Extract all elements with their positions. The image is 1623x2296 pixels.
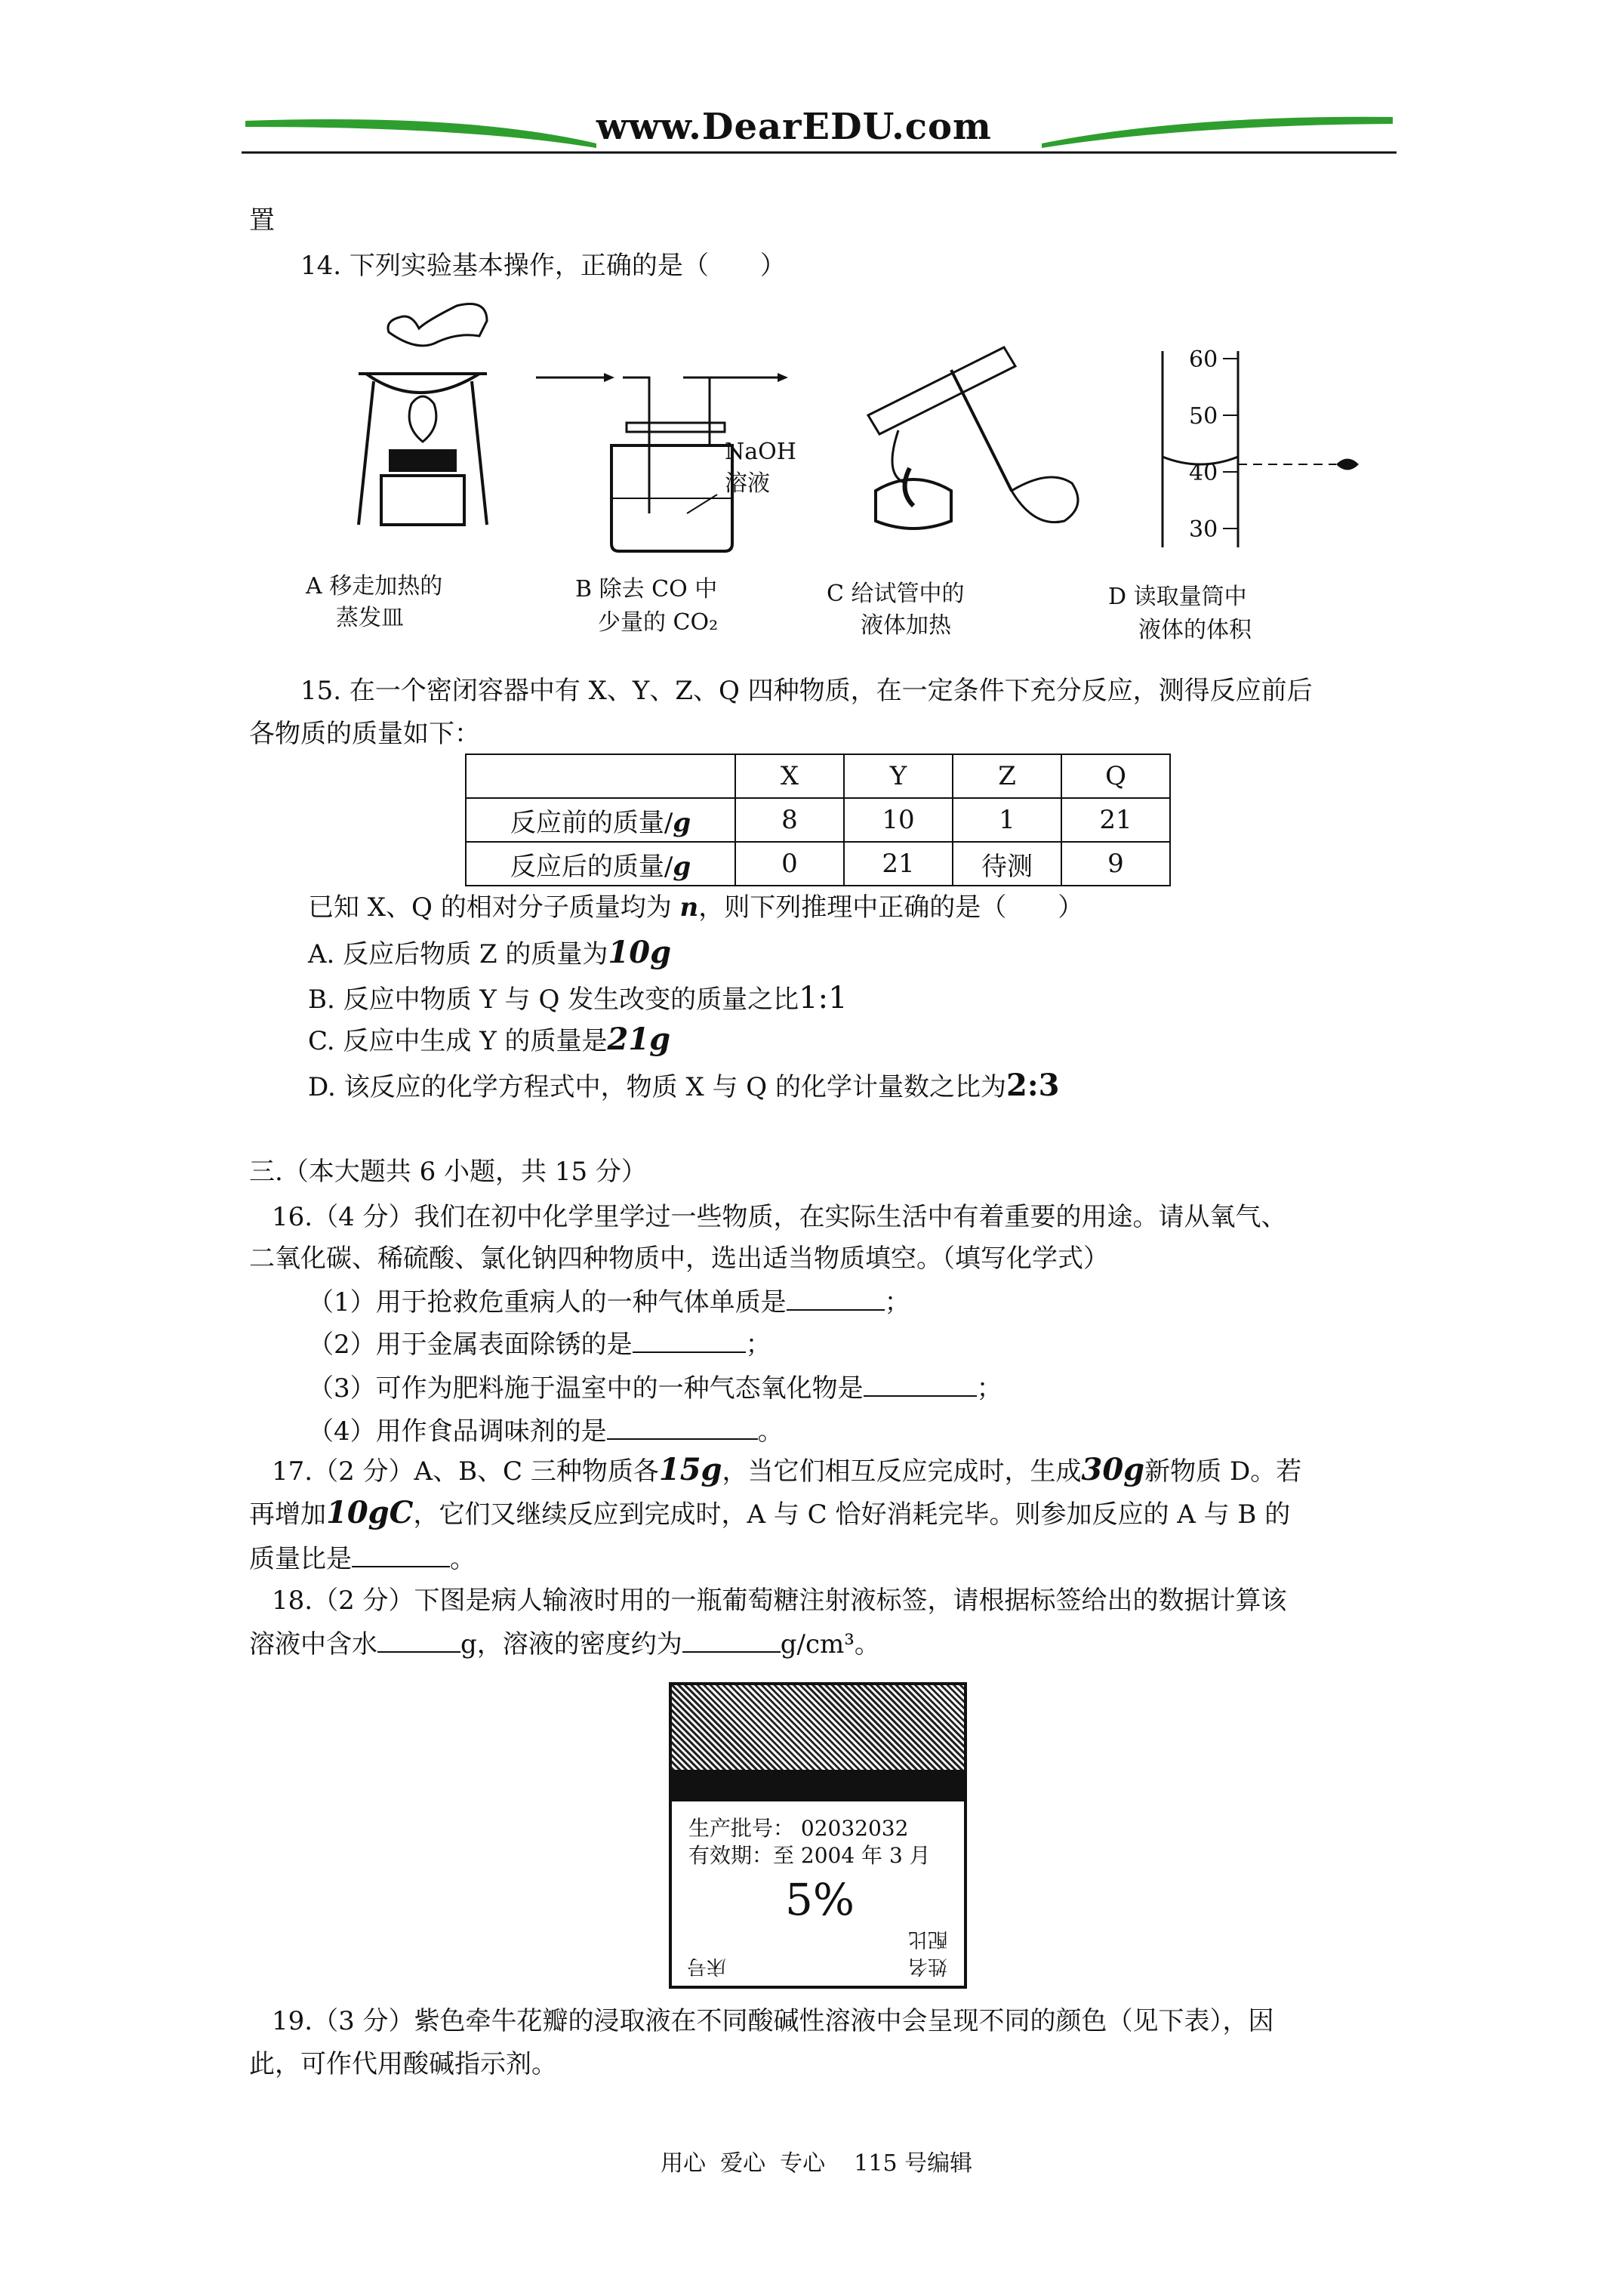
q16-item-2: （2）用于金属表面除锈的是 ； (308, 1327, 771, 1361)
table-cell: 待测 (953, 842, 1061, 886)
figure-d-caption-1: D 读取量筒中 (1108, 584, 1247, 610)
q19-line-2: 此，可作代用酸碱指示剂。 (249, 2049, 557, 2079)
table-cell: 0 (735, 842, 844, 886)
table-cell: 1 (953, 798, 1061, 842)
figure-a-caption-2: 蒸发皿 (336, 605, 404, 631)
figure-d-caption-2: 液体的体积 (1138, 617, 1252, 643)
glucose-label (669, 1682, 967, 1989)
answer-blank[interactable] (352, 1542, 450, 1567)
figure-a-caption-1: A 移走加热的 (306, 573, 443, 599)
table-row (466, 798, 1170, 842)
cylinder-tick-50: 50 (1189, 403, 1218, 430)
label-percent: 5% (785, 1874, 855, 1925)
table-cell: 10 (844, 798, 953, 842)
answer-blank[interactable] (377, 1627, 460, 1653)
table-header-x: X (735, 754, 844, 798)
naoh-label: NaOH (725, 439, 796, 465)
q17-line-3: 质量比是 。 (249, 1542, 476, 1576)
table-row-label: 反应后的质量/g (466, 842, 735, 886)
q17-line-1: 17.（2 分）A、B、C 三种物质各15g，当它们相互反应完成时，生成30g新物质 D。若 (272, 1452, 1302, 1487)
answer-blank[interactable] (864, 1371, 977, 1397)
q15-option-b: B. 反应中物质 Y 与 Q 发生改变的质量之比1:1 (308, 981, 848, 1015)
label-dark-band (672, 1770, 964, 1801)
label-expiry: 有效期：至 2004 年 3 月 (688, 1843, 931, 1868)
table-row-label: 反应前的质量/g (466, 798, 735, 842)
table-header-y: Y (844, 754, 953, 798)
q15-stem-2: 各物质的质量如下： (249, 719, 480, 749)
table-header-row (466, 754, 1170, 798)
table-header-z: Z (953, 754, 1061, 798)
label-right-2: 姓名 (907, 1955, 947, 1977)
table-header-q: Q (1061, 754, 1170, 798)
q14-stem: 14. 下列实验基本操作，正确的是（ ） (300, 251, 786, 281)
figure-c-caption-2: 液体加热 (861, 612, 951, 639)
q16-item-3: （3）可作为肥料施于温室中的一种气态氧化物是 ； (308, 1371, 1002, 1405)
cylinder-tick-60: 60 (1189, 347, 1218, 373)
table-cell: 8 (735, 798, 844, 842)
q16-item-4: （4）用作食品调味剂的是 。 (308, 1414, 784, 1448)
mass-table (465, 754, 1171, 886)
figure-evaporating-dish (343, 298, 510, 540)
q16-item-1: （1）用于抢救危重病人的一种气体单质是 ； (308, 1285, 910, 1319)
table-header-empty (466, 754, 735, 798)
q15-option-d: D. 该反应的化学方程式中，物质 X 与 Q 的化学计量数之比为2:3 (308, 1068, 1060, 1103)
figure-graduated-cylinder (1147, 344, 1366, 555)
table-cell: 9 (1061, 842, 1170, 886)
q18-line-1: 18.（2 分）下图是病人输液时用的一瓶葡萄糖注射液标签，请根据标签给出的数据计算该 (272, 1586, 1287, 1616)
solution-label: 溶液 (725, 470, 770, 497)
figure-c-caption-1: C 给试管中的 (827, 581, 965, 607)
answer-blank[interactable] (682, 1627, 781, 1653)
section-3-title: 三.（本大题共 6 小题，共 15 分） (249, 1157, 647, 1187)
q16-line-2: 二氧化碳、稀硫酸、氯化钠四种物质中，选出适当物质填空。（填写化学式） (249, 1244, 1109, 1274)
q15-option-a: A. 反应后物质 Z 的质量为10g (308, 935, 672, 970)
label-bed: 床号 (687, 1955, 727, 1977)
cylinder-tick-30: 30 (1189, 516, 1218, 543)
answer-blank[interactable] (607, 1414, 758, 1440)
label-noise-band (672, 1685, 964, 1770)
site-logo: www.DearEDU.com (596, 106, 992, 148)
q16-line-1: 16.（4 分）我们在初中化学里学过一些物质，在实际生活中有着重要的用途。请从氧气、 (272, 1202, 1287, 1232)
table-row (466, 842, 1170, 886)
q15-option-c: C. 反应中生成 Y 的质量是21g (308, 1022, 671, 1057)
q15-stem-1: 15. 在一个密闭容器中有 X、Y、Z、Q 四种物质，在一定条件下充分反应，测得反应前后 (300, 676, 1313, 706)
page-footer: 用心 爱心 专心 115 号编辑 (661, 2150, 973, 2177)
figure-b-caption-1: B 除去 CO 中 (575, 576, 718, 603)
answer-blank[interactable] (633, 1327, 746, 1353)
q15-known: 已知 X、Q 的相对分子质量均为 n，则下列推理中正确的是（ ） (308, 892, 1084, 923)
q17-line-2: 再增加10gC，它们又继续反应到完成时，A 与 C 恰好消耗完毕。则参加反应的 A 与 B 的 (249, 1495, 1291, 1530)
q19-line-1: 19.（3 分）紫色牵牛花瓣的浸取液在不同酸碱性溶液中会呈现不同的颜色（见下表），因 (272, 2006, 1274, 2036)
figure-b-caption-2: 少量的 CO₂ (598, 609, 719, 636)
top-fragment: 置 (249, 205, 275, 236)
table-cell: 21 (1061, 798, 1170, 842)
table-cell: 21 (844, 842, 953, 886)
cylinder-tick-40: 40 (1189, 460, 1218, 486)
figure-test-tube-heating (853, 340, 1095, 551)
label-batch: 生产批号： 02032032 (688, 1816, 909, 1841)
answer-blank[interactable] (787, 1285, 885, 1311)
q18-line-2: 溶液中含水 g，溶液的密度约为 g/cm³。 (249, 1627, 880, 1661)
label-right-1: 配比 (907, 1928, 947, 1950)
